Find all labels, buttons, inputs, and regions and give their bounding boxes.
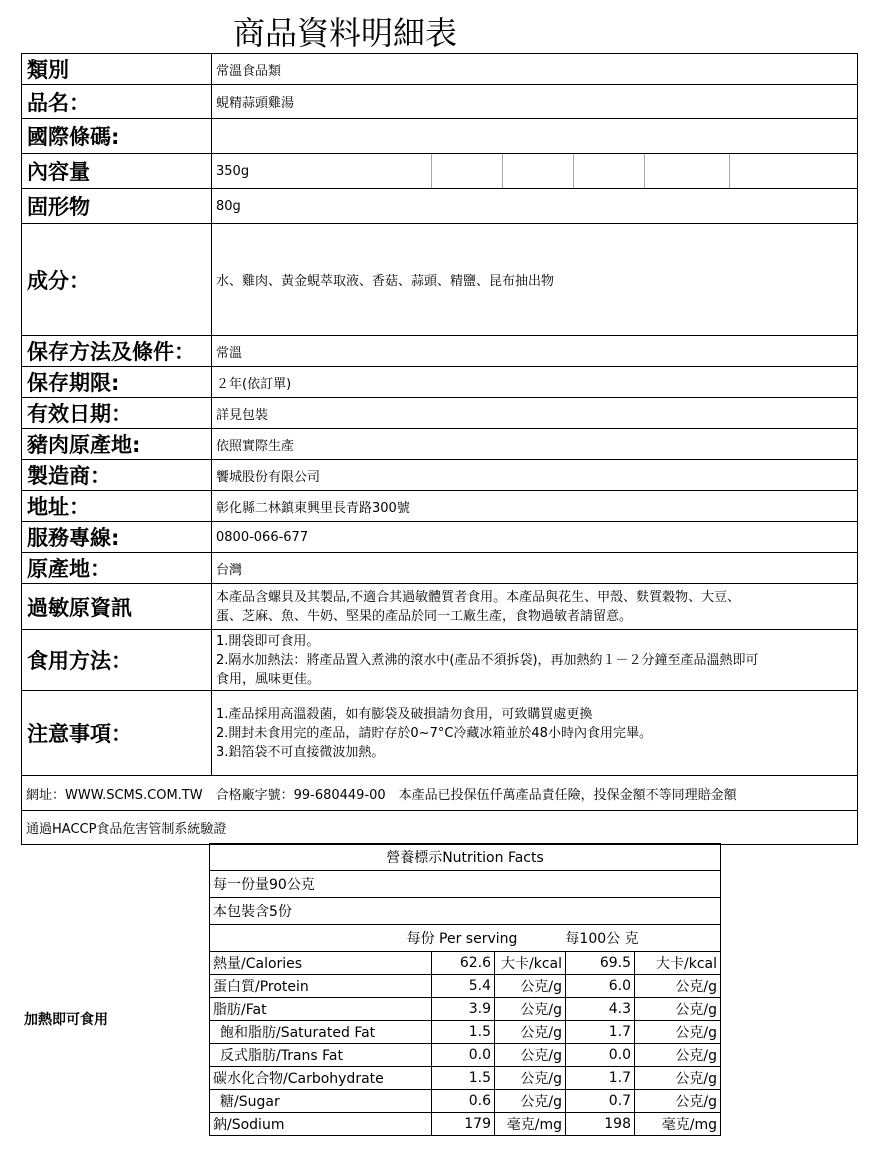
usage-line: 2.隔水加熱法：將產品置入煮沸的滾水中(產品不須拆袋)，再加熱約１－２分鐘至產品溫熱即可 (216, 652, 759, 668)
per-serving-unit: 公克/g (495, 975, 566, 998)
per-100g-unit: 公克/g (635, 1067, 721, 1090)
nutrition-row (210, 998, 721, 1021)
hotline-value: 0800-066-677 (212, 522, 858, 553)
website-line: 網址：WWW.SCMS.COM.TW 合格廠字號：99-680449-00 本產品已投保伍仟萬產品責任險，投保金額不等同理賠金額 (22, 776, 858, 811)
usage-value (212, 630, 858, 691)
name-value: 蜆精蒜頭雞湯 (212, 85, 858, 119)
per-100g-value: 0.0 (566, 1044, 635, 1067)
nutrient-name: 脂肪/Fat (210, 998, 432, 1021)
nutrition-row (210, 1090, 721, 1113)
per-serving-value: 3.9 (432, 998, 495, 1021)
per-100g-unit: 公克/g (635, 975, 721, 998)
spec-row-barcode (22, 119, 858, 154)
nutrition-row (210, 952, 721, 975)
spec-row-website (22, 776, 858, 811)
per-serving-value: 1.5 (432, 1067, 495, 1090)
content-value: 350g (216, 163, 250, 179)
shelf-label: 保存期限: (22, 367, 212, 398)
per-serving-unit: 公克/g (495, 1044, 566, 1067)
nutrient-name: 飽和脂肪/Saturated Fat (210, 1021, 432, 1044)
ingredients-value: 水、雞肉、黃金蜆萃取液、香菇、蒜頭、精鹽、昆布抽出物 (212, 224, 858, 336)
nutrition-facts-table (209, 843, 721, 1136)
per-serving-value: 62.6 (432, 952, 495, 975)
barcode-value (212, 119, 858, 154)
nutrition-row (210, 1067, 721, 1090)
per-serving-unit: 公克/g (495, 1067, 566, 1090)
grid-cell (573, 154, 644, 188)
nutrition-row (210, 975, 721, 998)
per-serving-value: 0.0 (432, 1044, 495, 1067)
per-serving-unit: 公克/g (495, 1021, 566, 1044)
address-label: 地址： (22, 491, 212, 522)
spec-row-ingredients (22, 224, 858, 336)
per-100g-unit: 公克/g (635, 1090, 721, 1113)
allergen-label: 過敏原資訊 (22, 584, 212, 630)
servings-per-pack: 本包裝含5份 (210, 898, 721, 925)
spec-row-allergen (22, 584, 858, 630)
per-serving-value: 1.5 (432, 1021, 495, 1044)
allergen-line: 蛋、芝麻、魚、牛奶、堅果的產品於同一工廠生產，食物過敏者請留意。 (216, 608, 633, 624)
solid-value: 80g (212, 189, 858, 224)
per-100g-value: 198 (566, 1113, 635, 1136)
nutrition-row (210, 1044, 721, 1067)
notes-value (212, 691, 858, 776)
per-100g-value: 1.7 (566, 1021, 635, 1044)
nutrition-title: 營養標示Nutrition Facts (210, 844, 721, 871)
expiry-value: 詳見包裝 (212, 398, 858, 429)
spec-row-name (22, 85, 858, 119)
per-100g-value: 6.0 (566, 975, 635, 998)
usage-line: 1.開袋即可食用。 (216, 633, 320, 649)
grid-cell (502, 154, 573, 188)
notes-line: 1.產品採用高溫殺菌，如有膨袋及破損請勿食用，可致購買處更換 (216, 706, 593, 722)
spec-row-expiry (22, 398, 858, 429)
notes-label: 注意事項： (22, 691, 212, 776)
barcode-label: 國際條碼: (22, 119, 212, 154)
spec-row-address (22, 491, 858, 522)
per-serving-value: 5.4 (432, 975, 495, 998)
spec-row-maker (22, 460, 858, 491)
per-100g-value: 0.7 (566, 1090, 635, 1113)
spec-row-solid (22, 189, 858, 224)
origin-label: 原產地： (22, 553, 212, 584)
category-label: 類別 (22, 54, 212, 85)
spec-row-storage (22, 336, 858, 367)
heat-serve-note: 加熱即可食用 (24, 1012, 108, 1028)
grid-cell (729, 154, 857, 188)
spec-row-notes (22, 691, 858, 776)
per-100g-value: 4.3 (566, 998, 635, 1021)
spec-row-category (22, 54, 858, 85)
nutrient-name: 糖/Sugar (210, 1090, 432, 1113)
spec-row-content (22, 154, 858, 189)
nutrient-name: 碳水化合物/Carbohydrate (210, 1067, 432, 1090)
spec-row-hotline (22, 522, 858, 553)
allergen-line: 本產品含螺貝及其製品,不適合其過敏體質者食用。本產品與花生、甲殼、麩質穀物、大豆、 (216, 589, 741, 605)
grid-cell (431, 154, 502, 188)
per-100g-value: 69.5 (566, 952, 635, 975)
grid-cell (644, 154, 729, 188)
nutrition-row (210, 1113, 721, 1136)
per-100g-unit: 公克/g (635, 998, 721, 1021)
pork-origin-value: 依照實際生產 (212, 429, 858, 460)
spec-row-shelf (22, 367, 858, 398)
serving-size: 每一份量90公克 (210, 871, 721, 898)
shelf-value: ２年(依訂單) (212, 367, 858, 398)
storage-value: 常溫 (212, 336, 858, 367)
content-label: 內容量 (22, 154, 212, 189)
content-value-cell (212, 154, 858, 189)
nutrient-name: 蛋白質/Protein (210, 975, 432, 998)
storage-label: 保存方法及條件： (22, 336, 212, 367)
expiry-label: 有效日期： (22, 398, 212, 429)
spec-row-haccp (22, 811, 858, 845)
nutrition-row (210, 1021, 721, 1044)
nutrient-name: 反式脂肪/Trans Fat (210, 1044, 432, 1067)
per-serving-value: 0.6 (432, 1090, 495, 1113)
nutrition-rows (210, 952, 721, 1136)
per-serving-unit: 公克/g (495, 1090, 566, 1113)
per-100g-value: 1.7 (566, 1067, 635, 1090)
solid-label: 固形物 (22, 189, 212, 224)
per-serving-value: 179 (432, 1113, 495, 1136)
per-serving-header: 每份 Per serving (406, 931, 518, 947)
per-100g-unit: 大卡/kcal (635, 952, 721, 975)
per-100g-unit: 公克/g (635, 1044, 721, 1067)
allergen-value (212, 584, 858, 630)
page-title: 商品資料明細表 (232, 14, 457, 52)
notes-line: 2.開封未食用完的產品，請貯存於0~7°C冷藏冰箱並於48小時內食用完畢。 (216, 725, 652, 741)
nutrient-name: 熱量/Calories (210, 952, 432, 975)
per-100g-unit: 公克/g (635, 1021, 721, 1044)
origin-value: 台灣 (212, 553, 858, 584)
notes-line: 3.鋁箔袋不可直接微波加熱。 (216, 744, 385, 760)
usage-label: 食用方法： (22, 630, 212, 691)
spec-row-usage (22, 630, 858, 691)
nutrient-name: 鈉/Sodium (210, 1113, 432, 1136)
nutrition-title-row (210, 844, 721, 871)
product-spec-table (21, 53, 858, 845)
maker-label: 製造商： (22, 460, 212, 491)
pork-origin-label: 豬肉原產地: (22, 429, 212, 460)
spec-row-pork (22, 429, 858, 460)
nutrition-column-headers (210, 925, 721, 952)
per-serving-unit: 公克/g (495, 998, 566, 1021)
spec-row-origin (22, 553, 858, 584)
header-spacer (210, 928, 382, 948)
hotline-label: 服務專線: (22, 522, 212, 553)
name-label: 品名： (22, 85, 212, 119)
per-100g-unit: 毫克/mg (635, 1113, 721, 1136)
haccp-line: 通過HACCP食品危害管制系統驗證 (22, 811, 858, 845)
per-serving-unit: 毫克/mg (495, 1113, 566, 1136)
nutrition-header-row (210, 925, 721, 952)
usage-line: 食用，風味更佳。 (216, 671, 321, 687)
ingredients-label: 成分： (22, 224, 212, 336)
nutrition-serving-size-row (210, 871, 721, 898)
maker-value: 饗城股份有限公司 (212, 460, 858, 491)
per-100g-header: 每100公 克 (565, 931, 639, 947)
per-serving-unit: 大卡/kcal (495, 952, 566, 975)
nutrition-servings-row (210, 898, 721, 925)
address-value: 彰化縣二林鎮東興里長青路300號 (212, 491, 858, 522)
category-value: 常溫食品類 (212, 54, 858, 85)
